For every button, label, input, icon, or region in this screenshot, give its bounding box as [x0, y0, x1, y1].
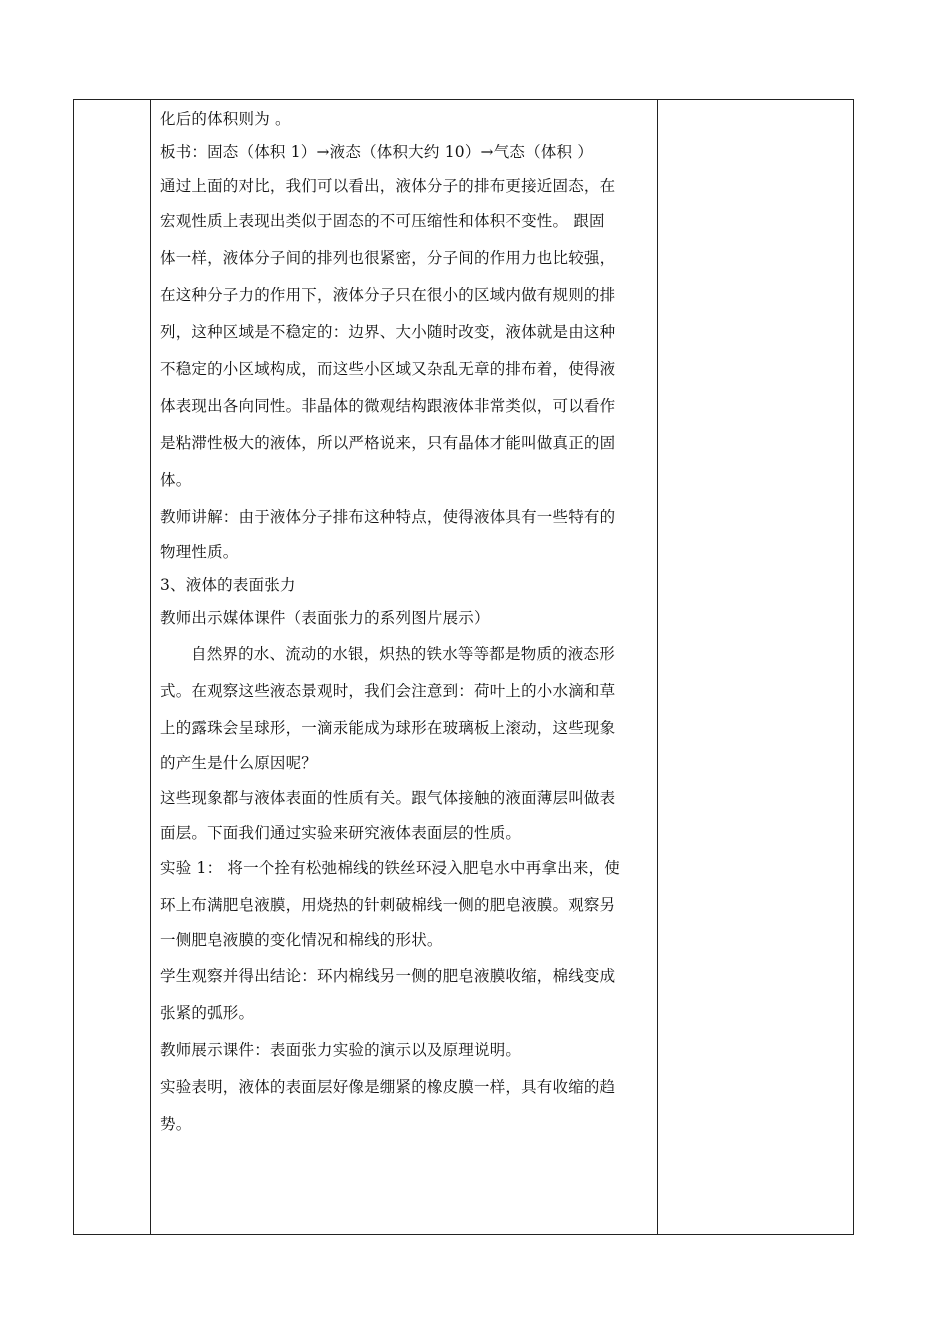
column-divider-right	[657, 100, 658, 1234]
text-line: 自然界的水、流动的水银，炽热的铁水等等都是物质的液态形	[191, 644, 615, 663]
text-line: 体表现出各向同性。非晶体的微观结构跟液体非常类似，可以看作	[160, 396, 616, 415]
text-line: 体一样，液体分子间的排列也很紧密，分子间的作用力也比较强，	[160, 248, 616, 267]
text-line: 教师展示课件：表面张力实验的演示以及原理说明。	[160, 1040, 522, 1059]
lesson-table	[73, 99, 854, 1235]
text-line: 实验 1： 将一个拴有松弛棉线的铁丝环浸入肥皂水中再拿出来，使	[160, 859, 620, 878]
text-line: 一侧肥皂液膜的变化情况和棉线的形状。	[160, 931, 443, 950]
text-line: 在这种分子力的作用下，液体分子只在很小的区域内做有规则的排	[160, 285, 616, 304]
column-divider-left	[150, 100, 151, 1234]
text-line: 不稳定的小区域构成，而这些小区域又杂乱无章的排布着，使得液	[160, 359, 616, 378]
text-line: 宏观性质上表现出类似于固态的不可压缩性和体积不变性。 跟固	[160, 211, 605, 230]
text-line: 体。	[160, 470, 192, 489]
text-line: 式。在观察这些液态景观时，我们会注意到：荷叶上的小水滴和草	[160, 681, 616, 700]
text-line: 这些现象都与液体表面的性质有关。跟气体接触的液面薄层叫做表	[160, 789, 616, 808]
text-line: 张紧的弧形。	[160, 1003, 255, 1022]
text-line: 列，这种区域是不稳定的：边界、大小随时改变，液体就是由这种	[160, 322, 616, 341]
text-line: 教师出示媒体课件（表面张力的系列图片展示）	[160, 609, 490, 628]
text-line: 实验表明，液体的表面层好像是绷紧的橡皮膜一样，具有收缩的趋	[160, 1077, 616, 1096]
content-cell	[160, 103, 647, 1143]
text-line: 通过上面的对比，我们可以看出，液体分子的排布更接近固态，在	[160, 176, 616, 195]
text-line: 化后的体积则为 。	[160, 110, 291, 128]
text-line: 势。	[160, 1114, 192, 1133]
text-line: 面层。下面我们通过实验来研究液体表面层的性质。	[160, 824, 522, 843]
text-line: 的产生是什么原因呢？	[160, 753, 318, 772]
text-line: 板书：固态（体积 1）→液态（体积大约 10）→气态（体积 ）	[160, 143, 594, 162]
section-heading: 3、液体的表面张力	[160, 576, 296, 595]
text-line: 教师讲解：由于液体分子排布这种特点，使得液体具有一些特有的	[160, 507, 616, 526]
text-line: 环上布满肥皂液膜，用烧热的针刺破棉线一侧的肥皂液膜。观察另	[160, 896, 616, 915]
text-line: 物理性质。	[160, 542, 239, 561]
text-line: 是粘滞性极大的液体，所以严格说来，只有晶体才能叫做真正的固	[160, 433, 616, 452]
text-line: 上的露珠会呈球形，一滴汞能成为球形在玻璃板上滚动，这些现象	[160, 718, 616, 737]
text-line: 学生观察并得出结论：环内棉线另一侧的肥皂液膜收缩，棉线变成	[160, 966, 616, 985]
